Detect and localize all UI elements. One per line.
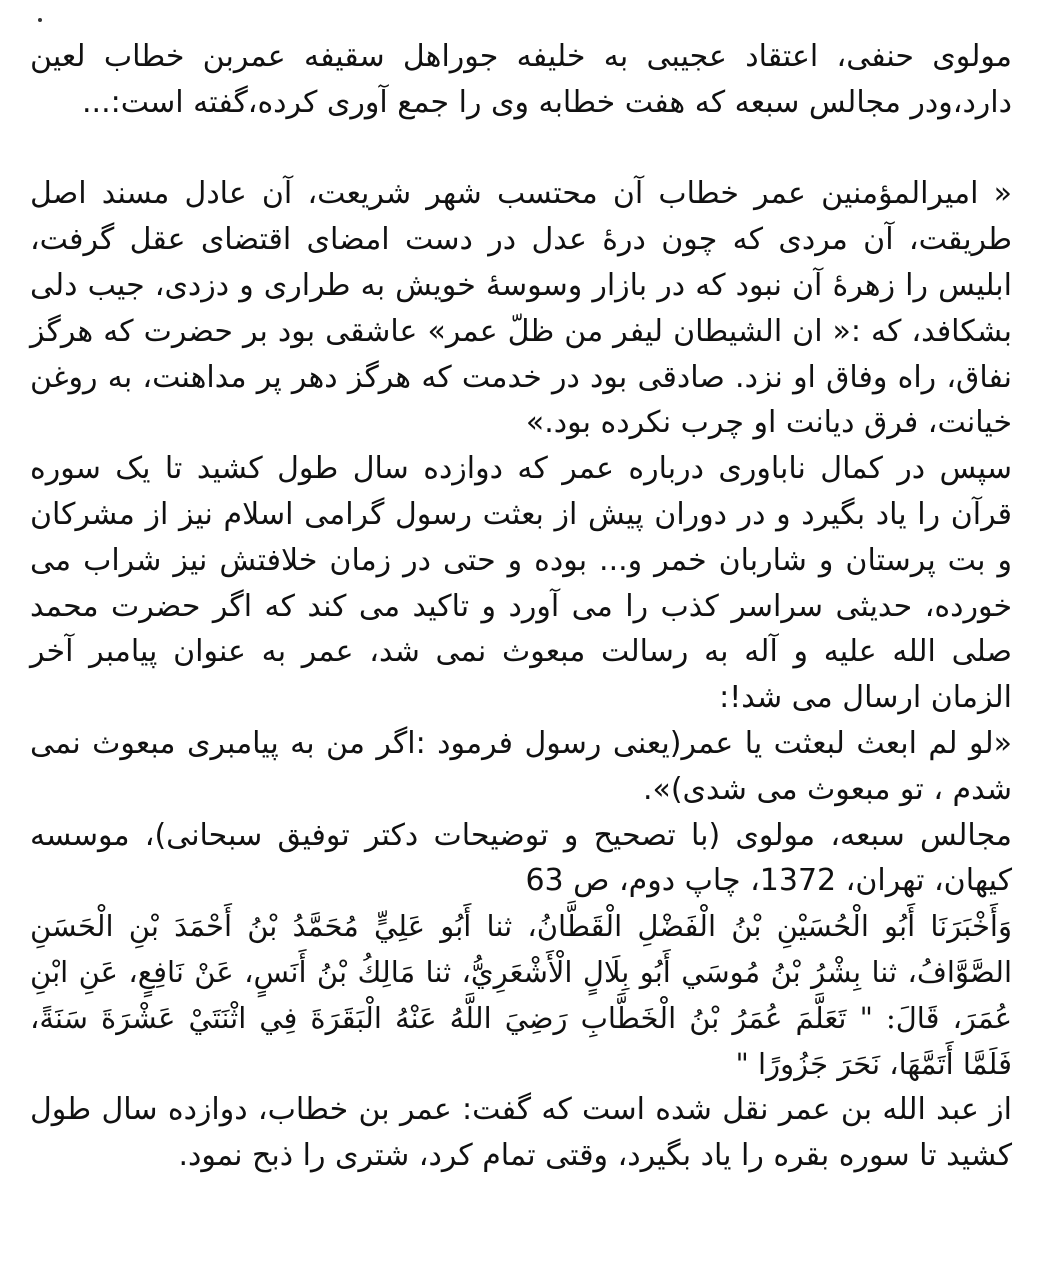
arabic-narration-paragraph: وَأَخْبَرَنَا أَبُو الْحُسَيْنِ بْنُ الْفَضْلِ الْقَطَّانُ، ثنا أَبُو عَلِيٍّ مُحَمَّدُ بْنُ أَحْمَدَ بْنِ الْحَسَنِ الصَّوَّافُ، ثنا بِشْرُ بْنُ مُوسَي أَبُو بِلَالٍ الْأَشْعَرِيُّ، ثنا مَالِكُ بْنُ أَنَسٍ، عَنْ نَافِعٍ، عَنِ ابْنِ عُمَرَ، قَالَ: " تَعَلَّمَ عُمَرُ بْنُ الْخَطَّابِ رَضِيَ اللَّهُ عَنْهُ الْبَقَرَةَ فِي اثْنَتَيْ عَشْرَةَ سَنَةً، فَلَمَّا أَتَمَّهَا، نَحَرَ جَزُورًا " [30,909,1012,1081]
document-body [30,34,1012,1179]
blank-line [30,126,1012,172]
hadith-quote-paragraph: «لو لم ابعث لبعثت یا عمر(یعنی رسول فرمود :اگر من به پیامبری مبعوث نمی شدم ، تو مبعوث می شدی)». [30,725,1012,807]
corner-dot [38,18,42,22]
intro-paragraph: مولوی حنفی، اعتقاد عجیبی به خلیفه جوراهل سقیفه عمربن خطاب لعین دارد،ودر مجالس سبعه که هفت خطابه وی را جمع آوری کرده،گفته است:... [30,39,1012,120]
quote-paragraph: « امیرالمؤمنین عمر خطاب آن محتسب شهر شریعت، آن عادل مسند اصل طریقت، آن مردی که چون درهٔ عدل در دست امضای اقتضای عقل گرفت، ابلیس را زهرهٔ آن نبود که در بازار وسوسهٔ خویش به طراری و دزدی، جیب دلی بشکافد، که :« ان الشیطان لیفر من ظلّ عمر» عاشقی بود بر حضرت که هرگز نفاق، راه وفاق او نزد. صادقی بود در خدمت که هرگز دهر پر مداهنت، به روغن خیانت، فرق دیانت او چرب نکرده بود.» [30,176,1012,441]
source-citation-paragraph: مجالس سبعه، مولوی (با تصحیح و توضیحات دکتر توفیق سبحانی)، موسسه کیهان، تهران، 1372، چاپ دوم، ص 63 [30,817,1012,899]
translation-paragraph: از عبد الله بن عمر نقل شده است که گفت: عمر بن خطاب، دوازده سال طول کشید تا سوره بقره را یاد بگیرد، وقتی تمام کرد، شتری را ذبح نمود. [30,1092,1012,1174]
commentary-paragraph: سپس در کمال ناباوری درباره عمر که دوازده سال طول کشید تا یک سوره قرآن را یاد بگیرد و در دوران پیش از بعثت رسول گرامی اسلام نیز از مشرکان و بت پرستان و شاربان خمر و... بوده و حتی در زمان خلافتش نیز شراب می خورده، حدیثی سراسر کذب را می آورد و تاکید می کند که اگر حضرت محمد صلی الله علیه و آله به رسالت مبعوث نمی شد، عمر به عنوان پیامبر آخر الزمان ارسال می شد!: [30,451,1012,716]
